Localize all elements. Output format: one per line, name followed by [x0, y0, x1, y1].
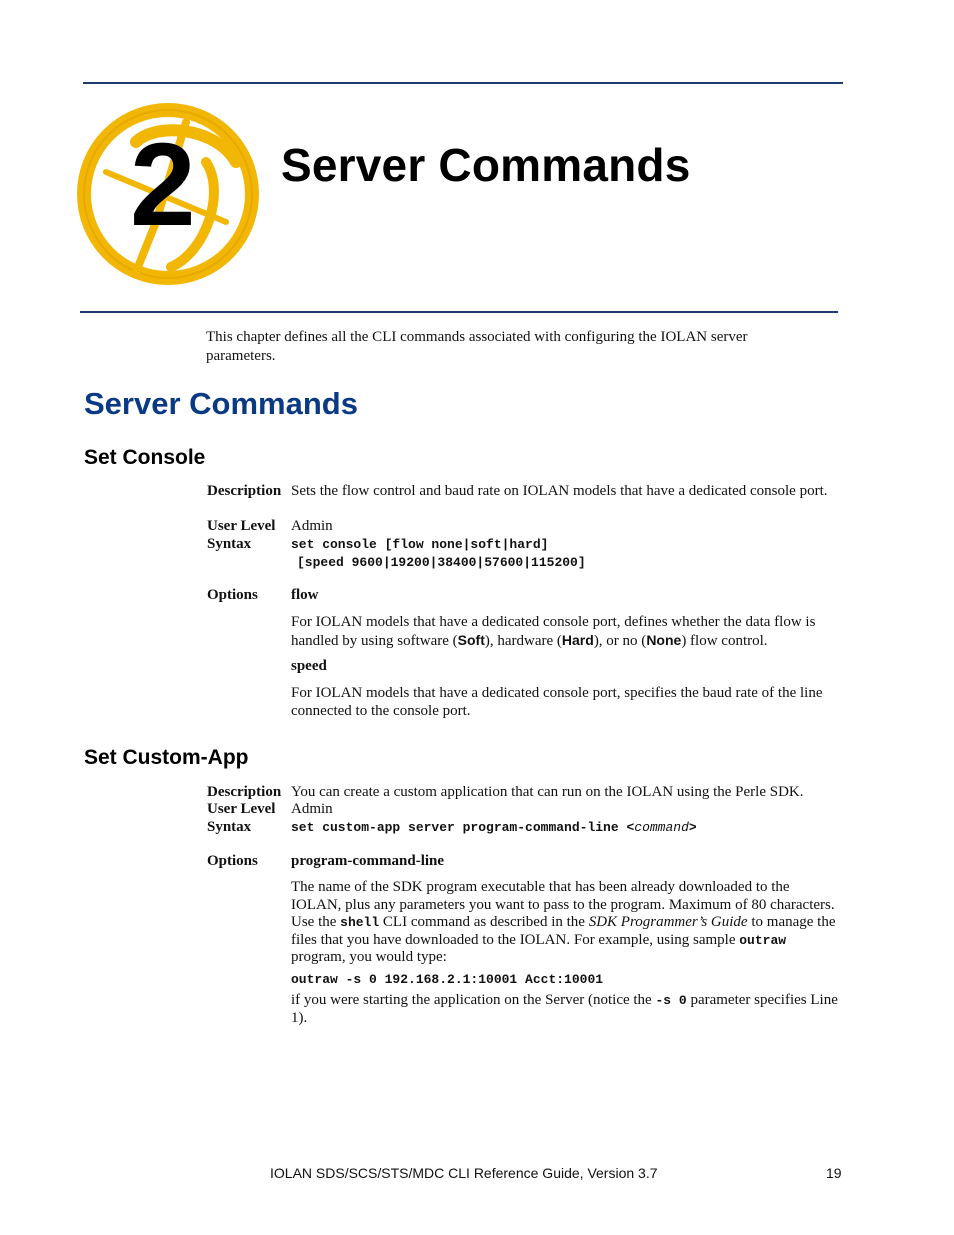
chapter-number: 2	[130, 119, 196, 251]
syntax-label: Syntax	[207, 819, 252, 835]
example-note: if you were starting the application on the Server (notice the -s 0 parameter specifies Line 1).	[291, 992, 838, 1026]
chapter-title: Server Commands	[281, 139, 691, 191]
description-label: Description	[207, 483, 282, 499]
set-console-heading: Set Console	[84, 446, 206, 469]
example-command: outraw -s 0 192.168.2.1:10001 Acct:10001	[291, 972, 604, 987]
top-rule	[83, 82, 843, 84]
set-console-description: Sets the flow control and baud rate on IOLAN models that have a dedicated console port.	[291, 483, 828, 499]
set-custom-app-heading: Set Custom-App	[84, 746, 249, 769]
options-label: Options	[207, 587, 258, 603]
chapter-intro: This chapter defines all the CLI commands associated with configuring the IOLAN server parameters.	[206, 329, 748, 364]
section-title: Server Commands	[84, 386, 358, 421]
set-console-syntax-line2: [speed 9600|19200|38400|57600|115200]	[297, 555, 586, 570]
syntax-label: Syntax	[207, 536, 252, 552]
option-speed-name: speed	[291, 658, 327, 674]
set-custom-app-user-level: Admin	[291, 801, 333, 817]
option-speed-text: For IOLAN models that have a dedicated console port, specifies the baud rate of the line connected to the console port.	[291, 685, 823, 719]
footer-page-number: 19	[826, 1165, 842, 1181]
description-label: Description	[207, 784, 282, 800]
set-console-syntax-line1: set console [flow none|soft|hard]	[291, 537, 549, 552]
set-custom-app-description: You can create a custom application that can run on the IOLAN using the Perle SDK.	[291, 784, 804, 800]
option-flow-text: For IOLAN models that have a dedicated console port, defines whether the data flow is handled by using software (Soft), hardware (Hard), or no (None) flow control.	[291, 614, 816, 649]
user-level-label: User Level	[207, 801, 276, 817]
option-program-command-line-text: The name of the SDK program executable that has been already downloaded to the IOLAN, plus any parameters you want to pass to the program. Maximum of 80 characters. Use the shell CLI command as described in the SDK Programmer’s Guide to manage the files that you have downloaded to the IOLAN. For example, using sample outraw program, you would type:	[291, 879, 836, 965]
user-level-label: User Level	[207, 518, 276, 534]
footer-guide-title: IOLAN SDS/SCS/STS/MDC CLI Reference Guide, Version 3.7	[270, 1165, 658, 1181]
chapter-bottom-rule	[80, 311, 838, 313]
set-console-user-level: Admin	[291, 518, 333, 534]
options-label: Options	[207, 853, 258, 869]
option-flow-name: flow	[291, 587, 319, 603]
option-program-command-line-name: program-command-line	[291, 853, 445, 869]
set-custom-app-syntax: set custom-app server program-command-line <command>	[291, 820, 697, 835]
